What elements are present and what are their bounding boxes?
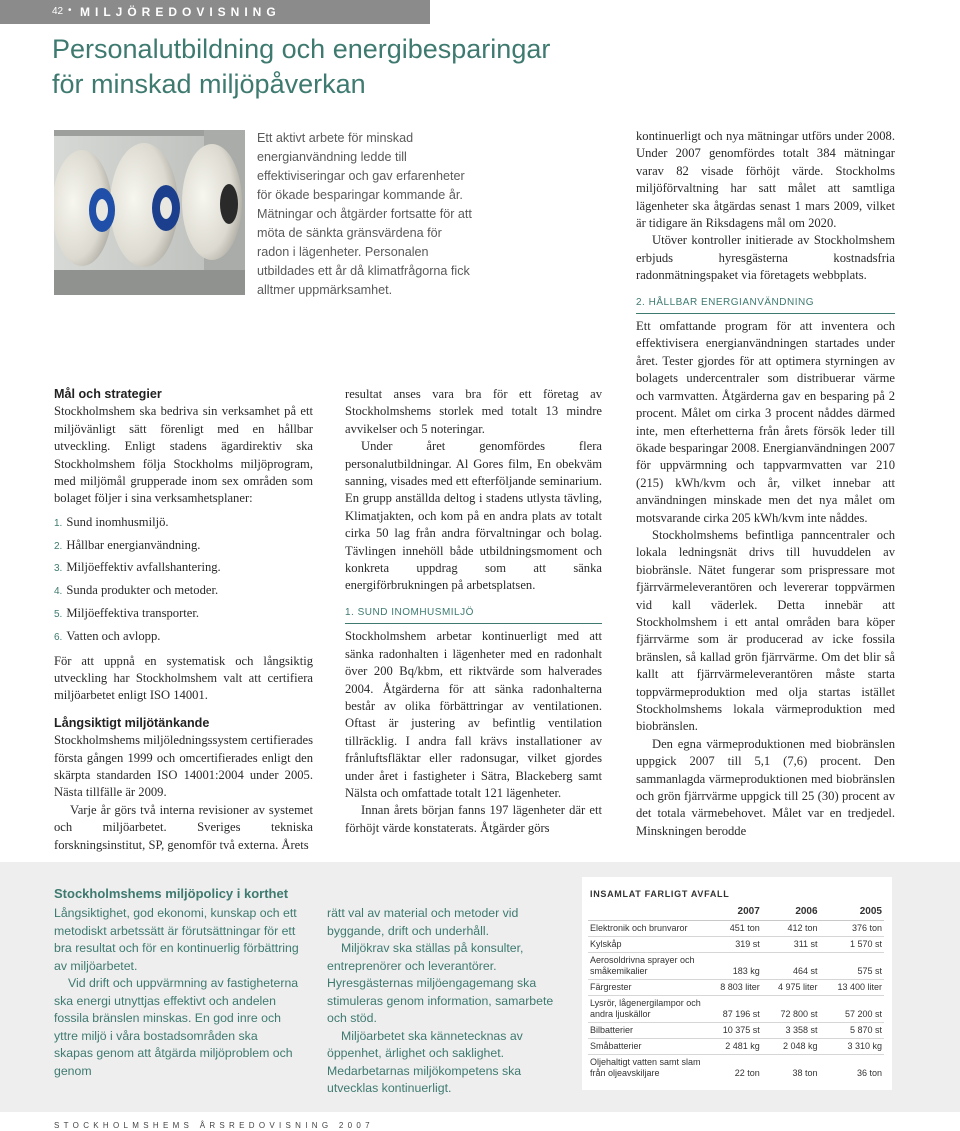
table-header-row xyxy=(588,904,884,921)
page-number: 42 xyxy=(52,6,64,17)
table-row: Bilbatterier 10 375 st 3 358 st 5 870 st xyxy=(588,1023,884,1039)
goals-paragraph: Stockholmshem ska bedriva sin verksamhet på ett miljövänligt sätt förenligt med en hållbar utveckling. Enligt stadens ägardirektiv ska Stockholmshem följa Stockholms miljöprogram, med miljömål grupperade inom sex områden som bolaget följer i sina verksamhetsplaner: xyxy=(54,404,313,506)
column-3 xyxy=(636,128,895,840)
table-header-label xyxy=(588,904,704,921)
section-label: MILJÖREDOVISNING xyxy=(80,5,281,19)
radon-count-paragraph: Innan årets början fanns 197 lägenheter där ett förhöjt värde konstaterats. Åtgärder görs xyxy=(345,803,602,835)
ventilation-photo xyxy=(54,130,245,295)
table-header-year: 2006 xyxy=(762,904,820,921)
header-bar xyxy=(0,0,430,24)
policy-paragraph: Vid drift och uppvärmning av fastigheterna ska energi utnyttjas effektivt och andelen fossila bränslen minskas. En god inre och yttre miljö i våra bostadsområden ska skapas genom att åtgärda miljöproblem och genom xyxy=(54,976,299,1078)
policy-paragraph: Miljökrav ska ställas på konsulter, entreprenörer och leverantörer. Hyresgästernas miljöengagemang ska stimuleras genom information, samarbete och stöd. xyxy=(327,941,554,1025)
biofuel-paragraph: Den egna värmeproduktionen med biobränslen uppgick 2007 till 5,1 (7,6) procent. Den sammanlagda värmeproduktionen med biobränslen och grön fjärrvärme uppgick till 25 (30) procent av det totala värmebehovet. Målet var en tredjedel. Minskningen berodde xyxy=(636,736,895,838)
table-row: Elektronik och brunvaror 451 ton 412 ton 376 ton xyxy=(588,921,884,937)
energy-program-paragraph: Ett omfattande program för att inventera och effektivisera energianvändningen startades under året. Tester gjordes för att optimera styrningen av bolagets undercentraler som distribuerar värme och varmvatten. Åtgärderna gav en besparing på 2 procent. Målet om cirka 3 procent nåddes därmed inte, men efterhetterna från årets försök leder till ökade besparingar 2008. Energianvändningen 2007 för uppvärmning och tappvarmvatten var 210 (215) kWh/kvm och år, vilket innebar att användningen minskade men det nya målet om motsvarande cirka 205 kWh/kvm inte nåddes. xyxy=(636,319,895,525)
table-header-year: 2007 xyxy=(704,904,762,921)
heading-longterm: Långsiktigt miljötänkande xyxy=(54,715,210,730)
section-heading-indoor: 1. SUND INOMHUSMILJÖ xyxy=(345,604,602,624)
list-item: 4. Sunda produkter och metoder. xyxy=(54,583,219,598)
table-row: Småbatterier 2 481 kg 2 048 kg 3 310 kg xyxy=(588,1039,884,1055)
header-separator: • xyxy=(68,5,72,16)
iso-paragraph: För att uppnå en systematisk och långsiktig utveckling har Stockholmshem valt att certifiera miljöarbetet enligt ISO 14001. xyxy=(54,653,313,703)
goals-list xyxy=(54,512,313,649)
page-title-line2: för minskad miljöpåverkan xyxy=(52,69,366,99)
hazardous-waste-table xyxy=(582,877,892,1090)
policy-heading: Stockholmshems miljöpolicy i korthet xyxy=(54,886,289,901)
table-title: INSAMLAT FARLIGT AVFALL xyxy=(590,889,730,899)
certification-paragraph: Stockholmshems miljöledningssystem certifierades första gången 1999 och omcertifierades enligt den skärpta standarden ISO 14001:2004 under 2005. Nästa tillfälle är 2009. xyxy=(54,733,313,800)
list-item: 5. Miljöeffektiva transporter. xyxy=(54,606,200,621)
policy-paragraph: rätt val av material och metoder vid byggande, drift och underhåll. xyxy=(327,906,519,938)
list-item: 1. Sund inomhusmiljö. xyxy=(54,514,169,529)
list-item: 3. Miljöeffektiv avfallshantering. xyxy=(54,560,221,575)
page-title-line1: Personalutbildning och energibesparingar xyxy=(52,34,551,64)
list-item: 2. Hållbar energianvändning. xyxy=(54,537,201,552)
measurements-paragraph: kontinuerligt och nya mätningar utförs under 2008. Under 2007 genomfördes totalt 384 mätningar varav 82 visade förhöjt värde. Stockholms miljöförvaltning har satt målet att samtliga lägenheter ska åtgärdas senast 1 mars 2009, vilket är tidigare än Riksdagens mål om 2020. xyxy=(636,129,895,231)
revision-paragraph: Varje år görs två interna revisioner av systemet och miljöarbetet. Sveriges tekniska forskningsinstitut, SP, genomför två externa. Årets xyxy=(54,802,313,852)
radon-kit-paragraph: Utöver kontroller initierade av Stockholmshem erbjuds hyresgästerna kostnadsfria radonmätningspaket via företagets webbplats. xyxy=(636,233,895,283)
page-title xyxy=(52,32,752,102)
footer-text: STOCKHOLMSHEMS ÅRSREDOVISNING 2007 xyxy=(54,1121,374,1130)
list-item: 6. Vatten och avlopp. xyxy=(54,628,161,643)
result-paragraph: resultat anses vara bra för ett företag av Stockholmshems storlek med totalt 13 mindre avvikelser och 5 noteringar. xyxy=(345,387,602,436)
table-row: Lysrör, lågenergilampor och andra ljuskällor 87 196 st 72 800 st 57 200 st xyxy=(588,996,884,1023)
policy-column-1 xyxy=(54,905,299,1080)
policy-paragraph: Långsiktighet, god ekonomi, kunskap och ett metodiskt arbetssätt är förutsättningar för ett bra resultat och för en kontinuerlig förbättring av miljöarbetet. xyxy=(54,906,299,973)
heading-goals: Mål och strategier xyxy=(54,387,162,401)
table-row: Kylskåp 319 st 311 st 1 570 st xyxy=(588,937,884,953)
table-header-year: 2005 xyxy=(820,904,884,921)
policy-column-2 xyxy=(327,905,569,1098)
table-row: Färgrester 8 803 liter 4 975 liter 13 400 liter xyxy=(588,980,884,996)
waste-data-table xyxy=(588,904,884,1081)
radon-paragraph: Stockholmshem arbetar kontinuerligt med att sänka radonhalten i lägenheter med en radonhalt över 200 Bq/kbm, ett riktvärde som halverades 2004. Åtgärderna för att sänka radonhalterna består av olika förbättringar av ventilationen. Oftast är justering av befintlig ventilation tillräcklig. I andra fall krävs installationer av frånluftsfläktar eller radonsugar, vilket gjordes under året i fastigheter i Sätra, Blackeberg samt Nälsta och omfattade totalt 121 lägenheter. xyxy=(345,629,602,800)
section-heading-energy: 2. HÅLLBAR ENERGIANVÄNDNING xyxy=(636,294,895,314)
column-1 xyxy=(54,386,313,854)
table-row: Oljehaltigt vatten samt slam från oljeavskiljare 22 ton 38 ton 36 ton xyxy=(590,1057,882,1078)
policy-paragraph: Miljöarbetet ska kännetecknas av öppenhet, ärlighet och saklighet. Medarbetarnas miljökompetens ska utvecklas kontinuerligt. xyxy=(327,1028,523,1095)
table-row: Aerosoldrivna sprayer och småkemikalier 183 kg 464 st 575 st xyxy=(588,953,884,980)
column-2 xyxy=(345,386,602,837)
intro-text: Ett aktivt arbete för minskad energianvändning ledde till effektiviseringar och gav erfarenheter för ökade besparingar kommande år. Mätningar och åtgärder fortsatte för att möta de sänkta gränsvärdena för radon i lägenheter. Personalen utbildades ett år då klimatfrågorna fick alltmer uppmärksamhet. xyxy=(257,131,472,297)
boiler-paragraph: Stockholmshems befintliga panncentraler och lokala ledningsnät drivs till huvuddelen av biobränsle. Nätet fungerar som prispressare mot fjärrvärmeleverantören och levererar toppvärmen vid kall väderlek. Detta innebär att Stockholmshem i ett antal områden bara köper fjärrvärme som är producerad av icke fossila bränslen, så kallad grön fjärrvärme. Om det blir så kallt att fjärrvärmeleverantören måste starta toppvärmeproduktion med olja startas istället Stockholmshems lokala värmeproduktion med biobränslen. xyxy=(636,527,895,734)
training-paragraph: Under året genomfördes flera personalutbildningar. Al Gores film, En obekväm sanning, visades med ett efterföljande seminarium. En grupp anställda deltog i stadens utlysta tävling, Klimatjakten, och kom på en andra plats av totalt cirka 50 lag från andra förvaltningar och bolag. Tävlingen innehöll både utbildningsmoment och konkreta uppdrag som att sänka energiförbrukningen på arbetsplatsen. xyxy=(345,439,602,593)
